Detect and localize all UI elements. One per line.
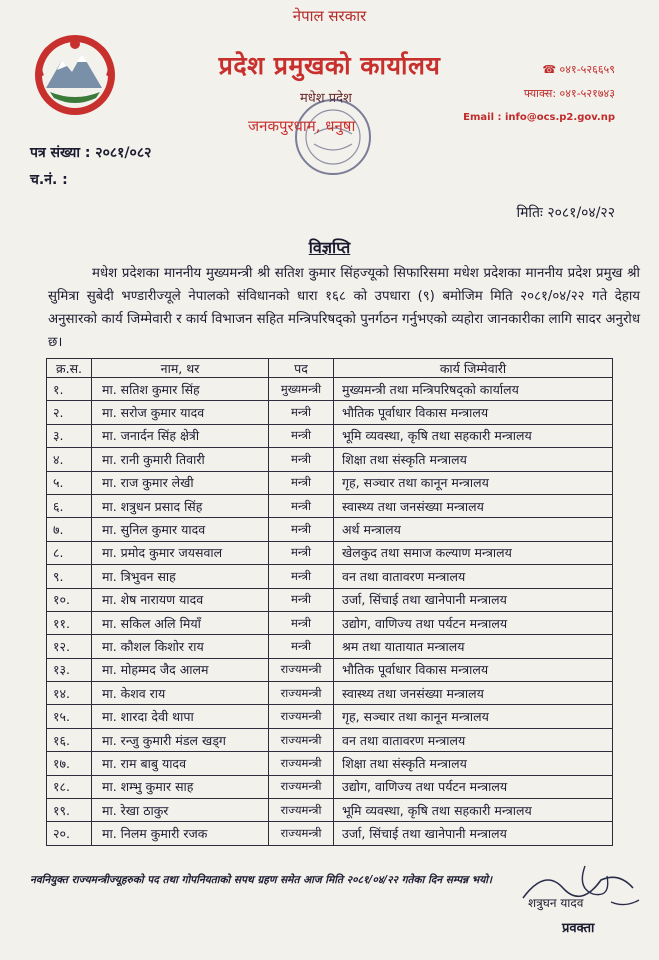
contact-block	[463, 58, 615, 130]
office-stamp-icon	[292, 96, 374, 178]
city-name: जनकपुरधाम, धनुषा	[248, 117, 356, 135]
cell-name: मा. रानी कुमारी तिवारी	[92, 448, 269, 471]
cell-name: मा. केशव राय	[92, 682, 269, 705]
cell-responsibility: भौतिक पूर्वाधार विकास मन्त्रालय	[334, 401, 613, 424]
cell-responsibility: उद्योग, वाणिज्य तथा पर्यटन मन्त्रालय	[334, 775, 613, 798]
table-row	[47, 494, 613, 517]
table-row	[47, 728, 613, 751]
province-name: मधेश प्रदेश	[300, 91, 352, 106]
cell-responsibility: खेलकुद तथा समाज कल्याण मन्त्रालय	[334, 541, 613, 564]
cell-name: मा. कौशल किशोर राय	[92, 635, 269, 658]
table-row	[47, 635, 613, 658]
cell-post: मन्त्री	[269, 635, 334, 658]
cell-serial: १.	[47, 378, 92, 401]
cell-responsibility: उद्योग, वाणिज्य तथा पर्यटन मन्त्रालय	[334, 611, 613, 634]
cell-name: मा. त्रिभुवन साह	[92, 565, 269, 588]
table-body	[47, 378, 613, 846]
cell-responsibility: श्रम तथा यातायात मन्त्रालय	[334, 635, 613, 658]
cabinet-table	[46, 358, 613, 846]
cell-responsibility: भौतिक पूर्वाधार विकास मन्त्रालय	[334, 658, 613, 681]
cell-serial: १७.	[47, 752, 92, 775]
cell-post: मन्त्री	[269, 518, 334, 541]
signatory-title: प्रवक्ता	[562, 921, 595, 936]
cell-name: मा. राज कुमार लेखी	[92, 471, 269, 494]
cell-name: मा. सतिश कुमार सिंह	[92, 378, 269, 401]
cell-serial: ५.	[47, 471, 92, 494]
header-responsibility: कार्य जिम्मेवारी	[334, 359, 613, 378]
cell-name: मा. सुनिल कुमार यादव	[92, 518, 269, 541]
cell-post: मन्त्री	[269, 471, 334, 494]
cell-responsibility: शिक्षा तथा संस्कृति मन्त्रालय	[334, 752, 613, 775]
table-row	[47, 799, 613, 822]
cell-serial: ८.	[47, 541, 92, 564]
cell-post: मन्त्री	[269, 611, 334, 634]
cell-serial: ११.	[47, 611, 92, 634]
cell-post: राज्यमन्त्री	[269, 705, 334, 728]
dispatch-number: च.नं. :	[30, 172, 68, 188]
cell-responsibility: स्वास्थ्य तथा जनसंख्या मन्त्रालय	[334, 682, 613, 705]
cell-name: मा. सकिल अलि मियाँ	[92, 611, 269, 634]
header-name: नाम, थर	[92, 359, 269, 378]
signatory-name: शत्रुघन यादव	[528, 896, 584, 910]
cell-name: मा. शम्भु कुमार साह	[92, 775, 269, 798]
cell-serial: १०.	[47, 588, 92, 611]
cell-serial: १२.	[47, 635, 92, 658]
cell-serial: ३.	[47, 424, 92, 447]
table-row	[47, 378, 613, 401]
table-row	[47, 705, 613, 728]
cell-serial: ७.	[47, 518, 92, 541]
cell-post: राज्यमन्त्री	[269, 682, 334, 705]
table-row	[47, 822, 613, 845]
header-serial: क्र.स.	[47, 359, 92, 378]
cell-responsibility: गृह, सञ्चार तथा कानून मन्त्रालय	[334, 471, 613, 494]
cell-serial: २.	[47, 401, 92, 424]
cell-post: राज्यमन्त्री	[269, 728, 334, 751]
table-header-row	[47, 359, 613, 378]
table-row	[47, 658, 613, 681]
cell-post: मन्त्री	[269, 424, 334, 447]
header-post: पद	[269, 359, 334, 378]
cell-name: मा. शारदा देवी थापा	[92, 705, 269, 728]
phone-number: ☎ ०४१-५२६६५९	[542, 63, 615, 76]
cell-post: राज्यमन्त्री	[269, 822, 334, 845]
phone-icon: ☎	[542, 63, 557, 76]
table-row	[47, 565, 613, 588]
cell-post: मन्त्री	[269, 494, 334, 517]
fax-number: फ्याक्स: ०४१-५२१७४३	[523, 87, 615, 100]
cell-post: राज्यमन्त्री	[269, 799, 334, 822]
table-row	[47, 752, 613, 775]
cell-serial: १८.	[47, 775, 92, 798]
cell-post: राज्यमन्त्री	[269, 752, 334, 775]
notice-date: मितिः २०८१/०४/२२	[516, 205, 615, 221]
cell-serial: ९.	[47, 565, 92, 588]
table-row	[47, 682, 613, 705]
cell-serial: १४.	[47, 682, 92, 705]
office-name: प्रदेश प्रमुखको कार्यालय	[218, 51, 441, 80]
cell-name: मा. निलम कुमारी रजक	[92, 822, 269, 845]
cell-serial: १९.	[47, 799, 92, 822]
notice-title: विज्ञप्ति	[308, 238, 351, 257]
table-row	[47, 424, 613, 447]
cell-serial: ६.	[47, 494, 92, 517]
cell-serial: २०.	[47, 822, 92, 845]
cell-serial: १३.	[47, 658, 92, 681]
table-row	[47, 471, 613, 494]
letter-number: पत्र संख्या : २०८१/०८२	[30, 145, 152, 161]
cell-responsibility: स्वास्थ्य तथा जनसंख्या मन्त्रालय	[334, 494, 613, 517]
cell-serial: १५.	[47, 705, 92, 728]
cell-responsibility: वन तथा वातावरण मन्त्रालय	[334, 565, 613, 588]
cell-responsibility: गृह, सञ्चार तथा कानून मन्त्रालय	[334, 705, 613, 728]
cell-responsibility: उर्जा, सिंचाई तथा खानेपानी मन्त्रालय	[334, 588, 613, 611]
cell-post: राज्यमन्त्री	[269, 775, 334, 798]
cell-post: मन्त्री	[269, 401, 334, 424]
cell-responsibility: उर्जा, सिंचाई तथा खानेपानी मन्त्रालय	[334, 822, 613, 845]
cell-post: मन्त्री	[269, 541, 334, 564]
cell-name: मा. शत्रुधन प्रसाद सिंह	[92, 494, 269, 517]
cell-post: मन्त्री	[269, 448, 334, 471]
cell-post: राज्यमन्त्री	[269, 658, 334, 681]
cell-name: मा. रन्जु कुमारी मंडल खड्ग	[92, 728, 269, 751]
cell-name: मा. प्रमोद कुमार जयसवाल	[92, 541, 269, 564]
cell-responsibility: वन तथा वातावरण मन्त्रालय	[334, 728, 613, 751]
cell-serial: ४.	[47, 448, 92, 471]
cell-name: मा. रेखा ठाकुर	[92, 799, 269, 822]
cell-responsibility: मुख्यमन्त्री तथा मन्त्रिपरिषद्को कार्यालय	[334, 378, 613, 401]
table-row	[47, 518, 613, 541]
cell-post: मन्त्री	[269, 588, 334, 611]
notice-body: मधेश प्रदेशका माननीय मुख्यमन्त्री श्री सतिश कुमार सिंहज्यूको सिफारिसमा मधेश प्रदेशका माननीय प्रदेश प्रमुख श्री सुमित्रा सुबेदी भण्डारीज्यूले नेपालको संविधानको धारा १६८ को उपधारा (९) बमोजिम मिति २०८१/०४/२२ गते देहाय अनुसारको कार्य जिम्मेवारी र कार्य विभाजन सहित मन्त्रिपरिषद्को पुनर्गठन गर्नुभएको व्यहोरा जानकारीका लागि सादर अनुरोध छ।	[48, 266, 640, 350]
table-row	[47, 775, 613, 798]
cell-responsibility: शिक्षा तथा संस्कृति मन्त्रालय	[334, 448, 613, 471]
cell-name: मा. शेष नारायण यादव	[92, 588, 269, 611]
cell-serial: १६.	[47, 728, 92, 751]
table-row	[47, 588, 613, 611]
email-address: Email : info@ocs.p2.gov.np	[463, 112, 615, 123]
cell-post: मन्त्री	[269, 565, 334, 588]
footnote: नवनियुक्त राज्यमन्त्रीज्यूहरुको पद तथा गोपनियताको सपथ ग्रहण समेत आज मिति २०८१/०४/२२ गतेका दिन सम्पन्न भयो।	[30, 874, 492, 886]
cell-name: मा. सरोज कुमार यादव	[92, 401, 269, 424]
cell-name: मा. जनार्दन सिंह क्षेत्री	[92, 424, 269, 447]
cell-name: मा. मोहम्मद जैद आलम	[92, 658, 269, 681]
cell-responsibility: भूमि व्यवस्था, कृषि तथा सहकारी मन्त्रालय	[334, 799, 613, 822]
table-row	[47, 541, 613, 564]
cell-responsibility: भूमि व्यवस्था, कृषि तथा सहकारी मन्त्रालय	[334, 424, 613, 447]
cell-name: मा. राम बाबु यादव	[92, 752, 269, 775]
cell-post: मुख्यमन्त्री	[269, 378, 334, 401]
government-name: नेपाल सरकार	[292, 7, 367, 25]
cell-responsibility: अर्थ मन्त्रालय	[334, 518, 613, 541]
table-row	[47, 448, 613, 471]
table-row	[47, 401, 613, 424]
table-row	[47, 611, 613, 634]
